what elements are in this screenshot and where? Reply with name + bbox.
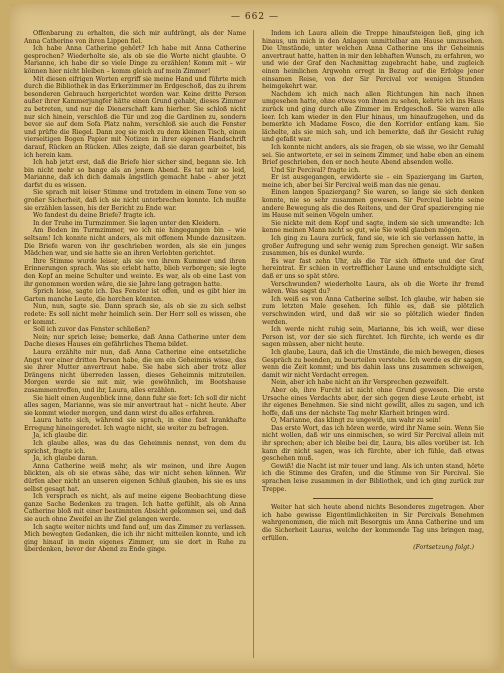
paragraph: Laura hatte sich, während sie sprach, in eine fast krankhafte Erregung hineingeredet. Ich wagte nicht, sie weiter zu befragen. — [24, 417, 246, 432]
paragraph: Ihre Stimme wurde leiser, als sie von ihrem Kummer und ihren Erinnerungen sprach. Was sie erlebt hatte, blieb verborgen; sie legte den Kopf an meine Schulter und weinte. Es war, als ob eine Last von ihr genommen worden wäre, die sie Jahre lang getragen hatte. — [24, 257, 246, 288]
paragraph: Ich sagte weiter nichts und fand auf, um das Zimmer zu verlassen. Mich bewegten Gedanken, die ich ihr nicht mitteilen konnte, und ich ging hinauf in mein eigenes Zimmer, um sie dort in Ruhe zu überdenken, bevor der Abend zu Ende ginge. — [24, 523, 246, 554]
paragraph: Einen langen Spaziergang? Sie waren, so lange sie sich denken konnte, nie so sehr zusammen gewesen. Sir Percival liebte seine andere Bewegung als die des Reitens, und der Graf spazierenging nie im Hause mit seinen Vögeln umher. — [262, 189, 484, 220]
page-header — [10, 12, 500, 28]
paragraph: Sie hielt einen Augenblick inne, dann fuhr sie fort: Ich soll dir nicht alles sagen, Marianne, was sie mir anvertraut hat – nicht heute. Aber sie kommt wieder morgen, und dann wirst du alles erfahren. — [24, 394, 246, 417]
paragraph: Ich glaube alles, was du das Geheimnis nennst, von dem du sprichst, fragte ich. — [24, 440, 246, 455]
paragraph: Ja, ich glaube dir. — [33, 432, 88, 440]
paragraph: Er ist ausgegangen, erwiderte sie – ein Spaziergang im Garten, meine ich, aber bei Sir Percival weiß man das nie genau. — [262, 174, 484, 189]
paragraph: Mit diesen eifrigen Worten ergriff sie meine Hand und führte mich durch die Bibliothek in das Erkerzimmer im Erdgeschoß, das zu ihrem besonderen Gebrauch hergerichtet worden war. Keine dritte Person außer ihrer Kammerjungfer hätte einen Grund gehabt, dieses Zimmer zu betreten, und nur die Dienerschaft kam hierher. Sie schloß nicht nur sich hinein, verschloß die Tür und zog die Gardinen zu, sondern bevor sie auf dem Sofa Platz nahm, verschloß sie auch die Fenster und prüfte die Riegel. Dann zog sie mich zu dem kleinen Tisch, einen vierseitigen Bogen Papier mit Notizen in ihrer eigenen Handschrift darauf, Rücken an Rücken. Alles zeigte, daß sie daran gearbeitet, bis ich herein kam. — [24, 75, 246, 159]
paragraph: In der Truhe im Turmzimmer. Sie lagen unter den Kleidern. — [33, 219, 221, 227]
paragraph: Laura erzählte mir nun, daß Anna Catherine eine entsetzliche Angst vor einer dritten Person habe, die um ein Geheimnis wisse, das sie ihrer Mutter anvertraut habe. Sie habe sich aber trotz aller Drängens nicht überreden lassen, dieses Geheimnis mitzuteilen. Morgen werde sie mit mir, wie gewöhnlich, im Bootshause zusammentreffen, und ihr, Laura, alles erzählen. — [24, 348, 246, 394]
paragraph: Sie nickte mit dem Kopf und sagte, indem sie sich umwandte: Ich kenne meinen Mann nicht so gut, wie Sie wohl glauben mögen. — [262, 219, 484, 235]
paragraph: Verschwunden? wiederholte Laura, als ob die Worte ihr fremd wären. Was sagst du? — [262, 280, 484, 296]
paragraph: Und Sir Percival? fragte ich. — [271, 166, 361, 174]
paragraph: Soll ich zuvor das Fenster schließen? — [33, 326, 150, 334]
paragraph: Indem ich Laura allein die Treppe hinaufsteigen ließ, ging ich hinaus, um mich in den Anlagen unmittelbar am Hause umzusehen. Die Umstände, unter welchen Anna Catherine uns ihr Geheimnis anvertraut hatte, hatten in mir den lebhaften Wunsch, zu erfahren, wo und wie der Graf den Nachmittag zugebracht habe, und zugleich einen heimlichen Argwohn erregt in Bezug auf die Erfolge jener einsamen Reise, von der Sir Percival vor wenigen Stunden heimgekehrt war. — [262, 30, 484, 91]
paragraph: Ich hab jetzt erst, daß die Briefe hier sicher sind, begann sie. Ich bin nicht mehr so bange als an jenem Abend. Es tat mir so leid, Marianne, daß ich dich damals ängstlich gemacht habe – aber jetzt darfst du es wissen. — [24, 159, 246, 189]
paragraph: Ich weiß es von Anna Catherine selbst. Ich glaube, wir haben sie zum letzten Male gesehen. Ich fühle es, daß sie plötzlich verschwinden wird, und daß wir sie so plötzlich wieder finden werden. — [262, 295, 484, 326]
paragraph: Ich ging zu Laura zurück, fand sie, wie ich sie verlassen hatte, in großer Aufregung und sehr wenig zum Sprechen geneigt. Wir saßen zusammen, bis es dunkel wurde. — [262, 235, 484, 258]
left-column — [24, 30, 246, 660]
paragraph: Ich habe Anna Catherine gehört? Ich habe mit Anna Catherine gesprochen? Wiederholte sie, als ob sie die Worte nicht glaubte. O Marianne, ich habe dir so viele Dinge zu erzählen! Komm mit – wir können hier nicht bleiben – komm gleich auf mein Zimmer! — [24, 45, 246, 75]
paragraph: Nun, nun, sagte sie. Dann sprach sie, als ob sie zu sich selbst redete: Es soll nicht mehr heimlich sein. Der Herr soll es wissen, ehe er kommt. — [24, 303, 246, 326]
paragraph: Ich glaube, Laura, daß ich die Umstände, die mich bewegen, dieses Gespräch zu beenden, zu beurteilen verstehe. Ich werde es dir sagen, wenn die Zeit kommt; und bis dahin lass uns zusammen schweigen, damit wir nicht Verdacht erregen. — [262, 348, 484, 379]
paragraph: Das erste Wort, das ich hören werde, wird ihr Name sein. Wenn Sie nicht wollen, daß wir uns einmischen, so wird Sir Percival allein mit ihr sprechen; aber ich bleibe bei dir, Laura, bis alles vorüber ist. Ich kann dir nicht sagen, was ich fürchte, aber ich fühle, daß etwas geschehen muß. — [262, 424, 484, 463]
paragraph: Nachdem ich mich nach allen Richtungen hin nach ihnen umgesehen hatte, ohne etwas von ihnen zu sehen, kehrte ich ins Haus zurück und ging durch alle Zimmer im Erdgeschoß. Sie waren alle leer. Ich kam wieder in den Flur hinaus, um hinaufzugehen, und da bemerkte ich Madame Fosco, die den Korridor entlang kam. Sie lächelte, als sie mich sah, und ich bemerkte, daß ihr Gesicht ruhig und gefaßt war. — [262, 90, 484, 144]
paragraph: Gewiß! die Nacht ist mir teuer und lang. Als ich unten stand, hörte ich die Stimme des Grafen, und die Stimme von Sir Percival. Sie sprachen leise zusammen in der Bibliothek, und ich ging zurück zur Treppe. — [262, 462, 484, 493]
paragraph: Ja, ich glaube daran. — [33, 455, 98, 463]
paragraph: O, Marianne, das klingt zu ungewiß, um wahr zu sein! — [271, 417, 442, 425]
paragraph: Offenbarung zu erhalten, die sich mir aufdrängt, als der Name Anna Catherine von ihren Lippen fiel. — [24, 30, 246, 45]
paragraph: Wo fandest du deine Briefe? fragte ich. — [33, 212, 156, 220]
paragraph: Nein; nur sprich leise; bemerke, daß Anna Catherine unter dem Dache dieses Hauses ein gefährliches Thema bildet. — [24, 333, 246, 349]
right-column — [262, 30, 484, 660]
paragraph: Weiter hat sich heute abend nichts Besonderes zugetragen. Aber ich habe gewisse Eigentümlichkeiten in Sir Percivals Benehmen wahrgenommen, die mich mit Besorgnis um Anna Catherine und um die Sicherheit Lauras, welche der kommende Tag uns bringen mag, erfüllen. — [262, 504, 484, 542]
column-divider — [253, 30, 254, 658]
page-number: — 662 — — [231, 12, 279, 22]
paragraph: Sie sprach mit leiser Stimme und trotzdem in einem Tone von so großer Sicherheit, daß ich sie nicht unterbrechen konnte. Ich mußte sie erzählen lassen, bis der Bericht zu Ende war. — [24, 189, 246, 212]
paragraph: Nein, aber ich habe nicht an ihr Versprechen gezweifelt. — [271, 379, 449, 387]
paragraph: Am Boden im Turmzimmer, wo ich nie hingegangen bin – wie seltsam! Ich konnte nicht anders, als mit offenem Munde dazusitzen. Die Briefe waren von ihr geschrieben worden, als sie ein junges Mädchen war, und sie hatte sie an ihren Verlobten gerichtet. — [24, 227, 246, 258]
paragraph: Sprich leise, sagte ich. Das Fenster ist offen, und es gibt hier im Garten manche Leute, die horchen könnten. — [24, 288, 246, 303]
paragraph: Anna Catherine weiß mehr, als wir meinen, und ihre Augen blickten, als ob sie etwas sähe, das wir nicht sehen können. Wir dürfen aber nicht an unseren eigenen Schluß glauben, bis sie es uns selbst gesagt hat. — [24, 462, 246, 493]
paragraph: Ich werde nicht ruhig sein, Marianne, bis ich weiß, wer diese Person ist, vor der sie sich fürchtet. Ich fürchte, ich werde es dir sagen müssen, aber nicht heute. — [262, 326, 484, 349]
paragraph: Aber ob, ihre Furcht ist nicht ohne Grund gewesen. Die erste Ursache eines Verdachts aber, der sich gegen diese Leute erhebt, ist ihr eigenes Benehmen. Sie sind nicht gewillt, alles zu sagen, und ich hoffe, daß uns der nächste Tag mehr Klarheit bringen wird. — [262, 386, 484, 417]
paragraph: Ich versprach es nicht, als auf meine eigene Beobachtung diese ganze Sache Bedenken zu tragen. Ich hatte gefühlt, als ob Anna Catherine bloß mit einer bestimmten Absicht gekommen sei, und daß sie auch ohne Zweifel an ihr Ziel gelangen werde. — [24, 493, 246, 523]
continuation-note: (Fortsetzung folgt.) — [413, 544, 474, 552]
paragraph: Es war fast zehn Uhr, als die Tür sich öffnete und der Graf hereintrat. Er schien in vortrefflicher Laune und entschuldigte sich, daß er uns so spät störe. — [262, 257, 484, 280]
newspaper-page — [10, 4, 500, 669]
paragraph: Ich konnte nicht anders, als sie fragen, ob sie wisse, wo ihr Gemahl sei. Sie antwortete, er sei in seinem Zimmer, und habe eben an einem Brief geschrieben, den er noch heute Abend absenden wolle. — [262, 143, 484, 167]
separator-rule — [313, 498, 433, 499]
